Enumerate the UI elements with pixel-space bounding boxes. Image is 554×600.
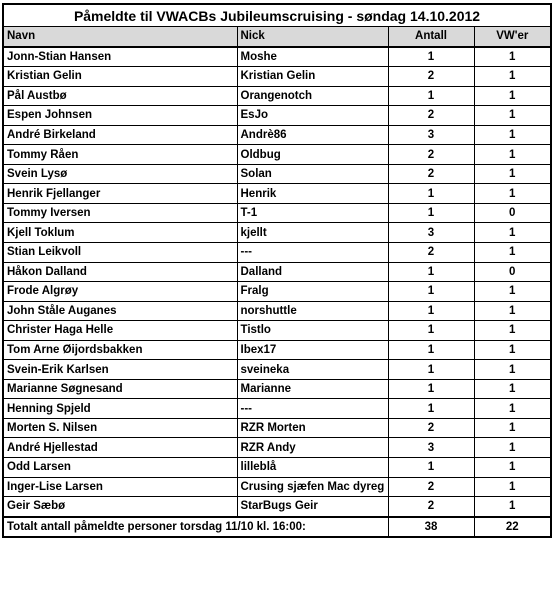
cell-vw: 1 [474, 47, 551, 67]
cell-vw: 1 [474, 360, 551, 380]
table-row [3, 360, 551, 380]
cell-count: 1 [388, 360, 474, 380]
cell-vw: 1 [474, 106, 551, 126]
cell-name: Stian Leikvoll [3, 243, 237, 263]
cell-name: Håkon Dalland [3, 262, 237, 282]
cell-name: Christer Haga Helle [3, 321, 237, 341]
table-row [3, 282, 551, 302]
table-row [3, 340, 551, 360]
cell-count: 1 [388, 184, 474, 204]
cell-nick: Oldbug [237, 145, 388, 165]
cell-nick: Ibex17 [237, 340, 388, 360]
table-row [3, 223, 551, 243]
cell-count: 2 [388, 477, 474, 497]
cell-count: 2 [388, 243, 474, 263]
cell-vw: 1 [474, 418, 551, 438]
cell-vw: 1 [474, 145, 551, 165]
cell-nick: Crusing sjæfen Mac dyreg [237, 477, 388, 497]
cell-name: Svein Lysø [3, 164, 237, 184]
cell-count: 2 [388, 497, 474, 517]
cell-name: John Ståle Auganes [3, 301, 237, 321]
cell-vw: 0 [474, 203, 551, 223]
table-row [3, 243, 551, 263]
table-row [3, 67, 551, 87]
cell-nick: Marianne [237, 379, 388, 399]
cell-vw: 1 [474, 477, 551, 497]
cell-count: 2 [388, 106, 474, 126]
cell-nick: EsJo [237, 106, 388, 126]
cell-count: 2 [388, 418, 474, 438]
cell-vw: 1 [474, 497, 551, 517]
cell-count: 1 [388, 47, 474, 67]
cell-vw: 1 [474, 184, 551, 204]
header-row [3, 27, 551, 47]
table-row [3, 321, 551, 341]
table-row [3, 125, 551, 145]
cell-vw: 1 [474, 458, 551, 478]
total-row [3, 517, 551, 538]
cell-count: 1 [388, 262, 474, 282]
cell-nick: norshuttle [237, 301, 388, 321]
cell-count: 1 [388, 458, 474, 478]
total-label: Totalt antall påmeldte personer torsdag 11/10 kl. 16:00: [3, 517, 388, 538]
cell-nick: Tistlo [237, 321, 388, 341]
total-count: 38 [388, 517, 474, 538]
cell-count: 3 [388, 438, 474, 458]
table-row [3, 106, 551, 126]
cell-count: 1 [388, 340, 474, 360]
header-name: Navn [3, 27, 237, 47]
cell-nick: Kristian Gelin [237, 67, 388, 87]
title-row [3, 4, 551, 27]
cell-name: Kjell Toklum [3, 223, 237, 243]
cell-count: 1 [388, 379, 474, 399]
cell-vw: 1 [474, 86, 551, 106]
cell-name: Tommy Råen [3, 145, 237, 165]
cell-vw: 1 [474, 340, 551, 360]
cell-count: 3 [388, 223, 474, 243]
cell-name: Geir Sæbø [3, 497, 237, 517]
table-row [3, 184, 551, 204]
cell-name: Frode Algrøy [3, 282, 237, 302]
cell-name: Morten S. Nilsen [3, 418, 237, 438]
table-row [3, 164, 551, 184]
table-row [3, 262, 551, 282]
cell-nick: RZR Andy [237, 438, 388, 458]
cell-name: Tom Arne Øijordsbakken [3, 340, 237, 360]
cell-vw: 1 [474, 399, 551, 419]
cell-nick: Andrè86 [237, 125, 388, 145]
cell-vw: 0 [474, 262, 551, 282]
cell-vw: 1 [474, 125, 551, 145]
cell-vw: 1 [474, 67, 551, 87]
cell-name: Henning Spjeld [3, 399, 237, 419]
cell-count: 1 [388, 399, 474, 419]
table-row [3, 379, 551, 399]
signup-table [2, 3, 552, 538]
sheet-title: Påmeldte til VWACBs Jubileumscruising - søndag 14.10.2012 [3, 4, 551, 27]
table-row [3, 497, 551, 517]
cell-count: 1 [388, 203, 474, 223]
cell-name: Jonn-Stian Hansen [3, 47, 237, 67]
cell-count: 1 [388, 321, 474, 341]
cell-nick: Fralg [237, 282, 388, 302]
table-row [3, 145, 551, 165]
cell-count: 1 [388, 282, 474, 302]
cell-vw: 1 [474, 243, 551, 263]
cell-name: André Birkeland [3, 125, 237, 145]
cell-nick: kjellt [237, 223, 388, 243]
cell-nick: Dalland [237, 262, 388, 282]
cell-nick: Henrik [237, 184, 388, 204]
cell-nick: --- [237, 243, 388, 263]
cell-count: 2 [388, 145, 474, 165]
cell-nick: Orangenotch [237, 86, 388, 106]
table-row [3, 399, 551, 419]
cell-nick: lilleblå [237, 458, 388, 478]
table-row [3, 477, 551, 497]
total-vw: 22 [474, 517, 551, 538]
cell-vw: 1 [474, 321, 551, 341]
cell-vw: 1 [474, 301, 551, 321]
cell-count: 1 [388, 86, 474, 106]
header-nick: Nick [237, 27, 388, 47]
cell-vw: 1 [474, 438, 551, 458]
table-row [3, 47, 551, 67]
cell-name: Espen Johnsen [3, 106, 237, 126]
header-count: Antall [388, 27, 474, 47]
cell-vw: 1 [474, 164, 551, 184]
cell-nick: --- [237, 399, 388, 419]
cell-name: Odd Larsen [3, 458, 237, 478]
cell-nick: Moshe [237, 47, 388, 67]
cell-name: Marianne Søgnesand [3, 379, 237, 399]
cell-vw: 1 [474, 282, 551, 302]
cell-nick: sveineka [237, 360, 388, 380]
cell-vw: 1 [474, 223, 551, 243]
signup-sheet [2, 3, 551, 538]
cell-name: Pål Austbø [3, 86, 237, 106]
cell-count: 1 [388, 301, 474, 321]
cell-nick: T-1 [237, 203, 388, 223]
table-row [3, 418, 551, 438]
table-row [3, 458, 551, 478]
cell-count: 3 [388, 125, 474, 145]
cell-name: André Hjellestad [3, 438, 237, 458]
cell-nick: RZR Morten [237, 418, 388, 438]
cell-vw: 1 [474, 379, 551, 399]
table-row [3, 438, 551, 458]
cell-nick: StarBugs Geir [237, 497, 388, 517]
cell-count: 2 [388, 67, 474, 87]
cell-name: Kristian Gelin [3, 67, 237, 87]
cell-name: Tommy Iversen [3, 203, 237, 223]
cell-name: Henrik Fjellanger [3, 184, 237, 204]
table-row [3, 86, 551, 106]
header-vw: VW'er [474, 27, 551, 47]
cell-name: Inger-Lise Larsen [3, 477, 237, 497]
cell-name: Svein-Erik Karlsen [3, 360, 237, 380]
cell-nick: Solan [237, 164, 388, 184]
table-row [3, 301, 551, 321]
table-row [3, 203, 551, 223]
cell-count: 2 [388, 164, 474, 184]
